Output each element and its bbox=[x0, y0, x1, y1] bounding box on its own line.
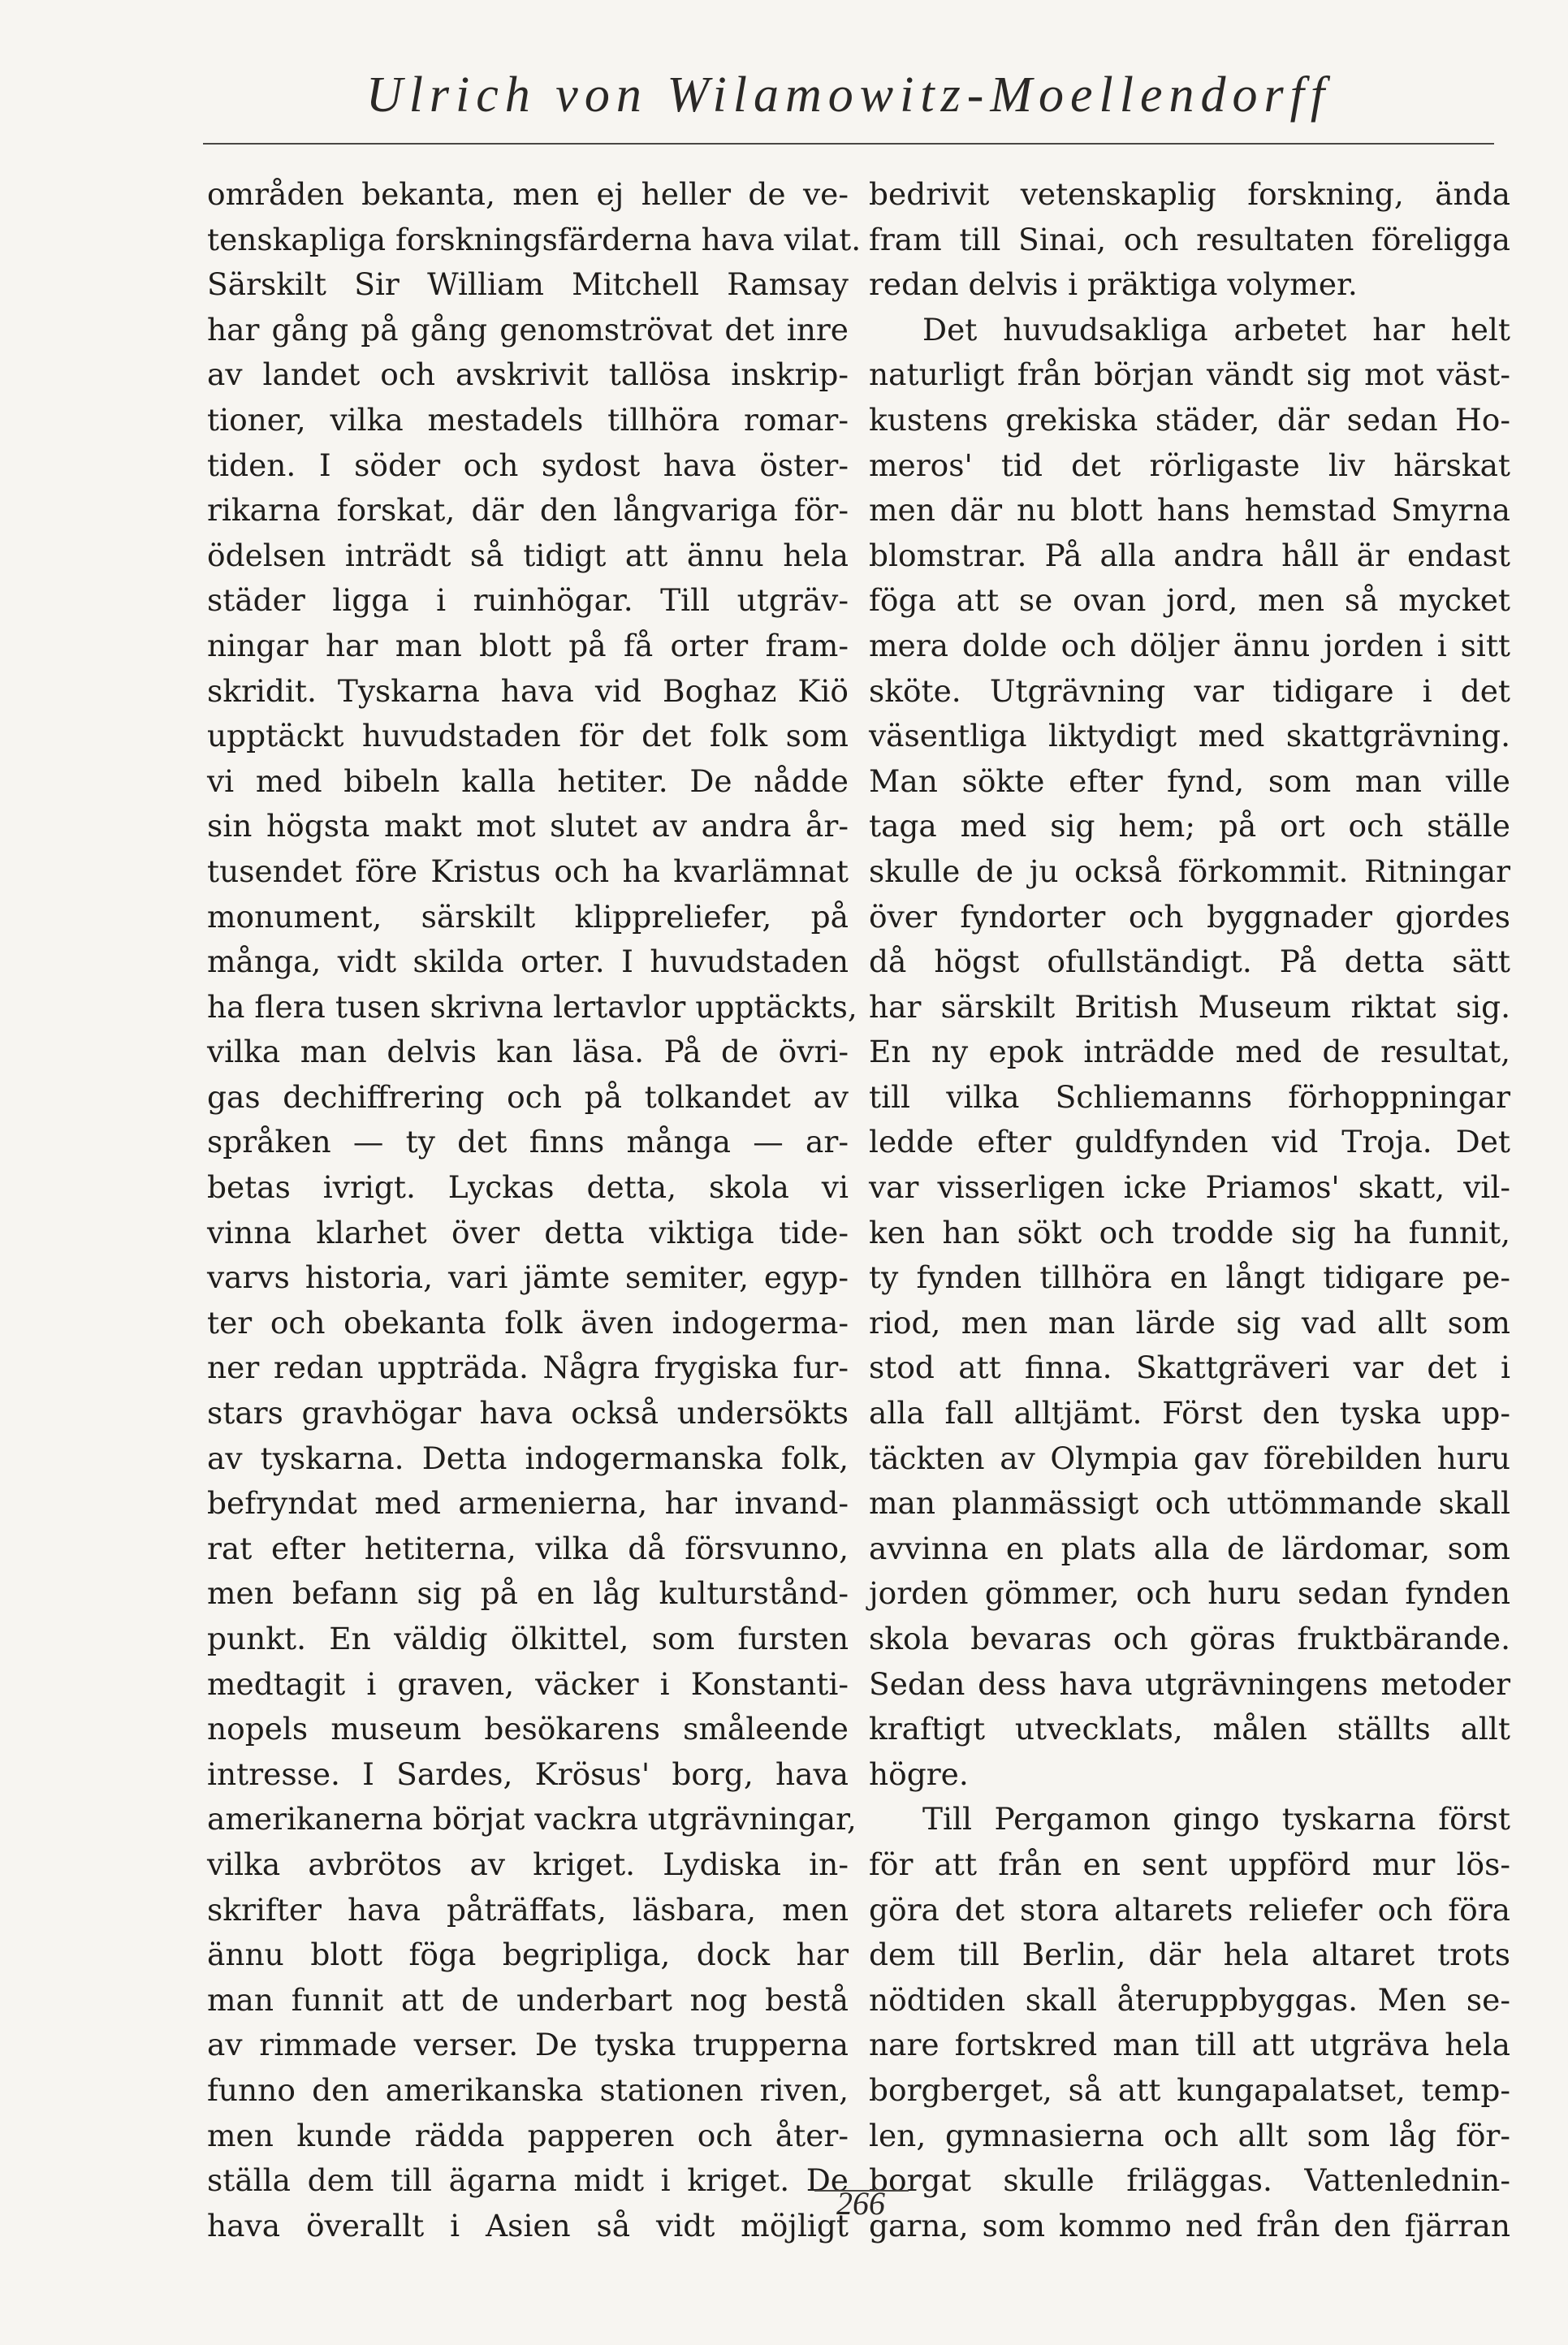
text-line: kustens grekiska städer, där sedan Ho- bbox=[869, 401, 1510, 438]
text-line: av landet och avskrivit tallösa inskrip- bbox=[207, 356, 849, 393]
text-line: Särskilt Sir William Mitchell Ramsay bbox=[207, 266, 849, 303]
text-line: högre. bbox=[869, 1756, 969, 1792]
text-column-right bbox=[869, 172, 1510, 2244]
text-line: rat efter hetiterna, vilka då försvunno, bbox=[207, 1530, 849, 1566]
text-line: mera dolde och döljer ännu jorden i sitt bbox=[869, 627, 1510, 663]
text-line: dem till Berlin, där hela altaret trots bbox=[869, 1937, 1510, 1973]
text-line: funno den amerikanska stationen riven, bbox=[207, 2071, 849, 2108]
text-line: språken — ty det finns många — ar- bbox=[207, 1124, 849, 1160]
text-line: Det huvudsakliga arbetet har helt bbox=[922, 311, 1510, 348]
text-line: men kunde rädda papperen och åter- bbox=[207, 2117, 849, 2153]
text-line: vi med bibeln kalla hetiter. De nådde bbox=[207, 762, 849, 799]
text-line: tusendet före Kristus och ha kvarlämnat bbox=[207, 853, 849, 889]
text-line: gas dechiffrering och på tolkandet av bbox=[207, 1078, 849, 1115]
running-header-title: Ulrich von Wilamowitz-Moellendorff bbox=[365, 67, 1332, 123]
text-line: väsentliga liktydigt med skattgrävning. bbox=[869, 718, 1510, 754]
text-line: nare fortskred man till att utgräva hela bbox=[869, 2027, 1510, 2063]
text-line: då högst ofullständigt. På detta sätt bbox=[869, 944, 1510, 980]
text-line: monument, särskilt klippreliefer, på bbox=[207, 898, 849, 935]
text-line: Man sökte efter fynd, som man ville bbox=[869, 762, 1510, 799]
text-line: intresse. I Sardes, Krösus' borg, hava bbox=[207, 1756, 849, 1792]
text-line: medtagit i graven, väcker i Konstanti- bbox=[207, 1665, 849, 1702]
text-line: ty fynden tillhöra en långt tidigare pe- bbox=[869, 1259, 1510, 1296]
text-line: kraftigt utvecklats, målen ställts allt bbox=[869, 1711, 1510, 1747]
text-line: men där nu blott hans hemstad Smyrna bbox=[869, 492, 1510, 529]
text-line: ännu blott föga begripliga, dock har bbox=[207, 1937, 849, 1973]
page-number: 266 bbox=[836, 2185, 885, 2222]
text-line: redan delvis i präktiga volymer. bbox=[869, 266, 1358, 303]
text-line: tenskapliga forskningsfärderna hava vilat. bbox=[207, 221, 862, 257]
text-line: punkt. En väldig ölkittel, som fursten bbox=[207, 1621, 849, 1656]
text-line: göra det stora altarets reliefer och föra bbox=[869, 1891, 1510, 1928]
text-line: över fyndorter och byggnader gjordes bbox=[869, 898, 1510, 935]
text-line: tiden. I söder och sydost hava öster- bbox=[207, 447, 849, 483]
text-line: sköte. Utgrävning var tidigare i det bbox=[869, 672, 1510, 709]
text-line: ledde efter guldfynden vid Troja. Det bbox=[869, 1124, 1510, 1160]
text-line: täckten av Olympia gav förebilden huru bbox=[869, 1440, 1510, 1476]
text-line: var visserligen icke Priamos' skatt, vil- bbox=[869, 1169, 1510, 1206]
text-line: len, gymnasierna och allt som låg för- bbox=[869, 2117, 1510, 2153]
text-line: man funnit att de underbart nog bestå bbox=[207, 1981, 849, 2018]
text-line: ner redan uppträda. Några frygiska fur- bbox=[207, 1350, 849, 1386]
text-line: garna, som kommo ned från den fjärran bbox=[869, 2207, 1510, 2244]
text-line: ställa dem till ägarna midt i kriget. De bbox=[207, 2162, 849, 2199]
text-line: rikarna forskat, där den långvariga för- bbox=[207, 492, 849, 529]
text-line: nödtiden skall återuppbyggas. Men se- bbox=[869, 1981, 1510, 2018]
text-line: till vilka Schliemanns förhoppningar bbox=[869, 1078, 1510, 1115]
text-line: amerikanerna börjat vackra utgrävningar, bbox=[207, 1801, 857, 1838]
text-line: ha flera tusen skrivna lertavlor upptäckts, bbox=[207, 988, 857, 1025]
text-line: tioner, vilka mestadels tillhöra romar- bbox=[207, 401, 849, 438]
text-line: för att från en sent uppförd mur lös- bbox=[869, 1846, 1510, 1882]
text-line: städer ligga i ruinhögar. Till utgräv- bbox=[207, 582, 849, 619]
text-line: sin högsta makt mot slutet av andra år- bbox=[207, 808, 849, 844]
text-line: upptäckt huvudstaden för det folk som bbox=[207, 718, 849, 754]
text-line: föga att se ovan jord, men så mycket bbox=[869, 582, 1510, 619]
text-line: många, vidt skilda orter. I huvudstaden bbox=[207, 944, 849, 980]
text-line: avvinna en plats alla de lärdomar, som bbox=[869, 1530, 1510, 1566]
text-line: vilka avbrötos av kriget. Lydiska in- bbox=[207, 1846, 849, 1882]
text-line: ningar har man blott på få orter fram- bbox=[207, 627, 849, 663]
text-line: ödelsen inträdt så tidigt att ännu hela bbox=[207, 537, 849, 573]
text-line: bedrivit vetenskaplig forskning, ända bbox=[869, 176, 1510, 212]
text-line: ken han sökt och trodde sig ha funnit, bbox=[869, 1214, 1510, 1250]
text-line: områden bekanta, men ej heller de ve- bbox=[207, 176, 849, 212]
text-line: naturligt från början vändt sig mot väst- bbox=[869, 356, 1510, 393]
text-line: skola bevaras och göras fruktbärande. bbox=[869, 1621, 1510, 1656]
text-line: skulle de ju också förkommit. Ritningar bbox=[869, 853, 1510, 889]
text-line: har särskilt British Museum riktat sig. bbox=[869, 988, 1510, 1025]
header-rule bbox=[203, 143, 1494, 145]
text-line: Till Pergamon gingo tyskarna först bbox=[922, 1801, 1510, 1838]
text-line: har gång på gång genomströvat det inre bbox=[207, 311, 849, 348]
text-line: jorden gömmer, och huru sedan fynden bbox=[869, 1575, 1510, 1612]
text-line: befryndat med armenierna, har invand- bbox=[207, 1485, 849, 1522]
text-line: Sedan dess hava utgrävningens metoder bbox=[869, 1665, 1510, 1702]
text-line: skridit. Tyskarna hava vid Boghaz Kiö bbox=[207, 672, 849, 709]
text-line: vilka man delvis kan läsa. På de övri- bbox=[207, 1034, 849, 1070]
text-line: stars gravhögar hava också undersökts bbox=[207, 1395, 849, 1432]
text-line: riod, men man lärde sig vad allt som bbox=[869, 1304, 1510, 1341]
text-line: betas ivrigt. Lyckas detta, skola vi bbox=[207, 1169, 849, 1206]
text-line: hava överallt i Asien så vidt möjligt bbox=[207, 2207, 849, 2244]
text-line: meros' tid det rörligaste liv härskat bbox=[869, 447, 1510, 483]
text-line: skrifter hava påträffats, läsbara, men bbox=[207, 1891, 849, 1928]
text-line: stod att finna. Skattgräveri var det i bbox=[869, 1350, 1510, 1386]
text-line: alla fall alltjämt. Först den tyska upp- bbox=[869, 1395, 1510, 1432]
text-line: varvs historia, vari jämte semiter, egyp- bbox=[207, 1259, 849, 1296]
text-line: En ny epok inträdde med de resultat, bbox=[869, 1034, 1510, 1070]
text-line: borgberget, så att kungapalatset, temp- bbox=[869, 2071, 1510, 2108]
text-line: taga med sig hem; på ort och ställe bbox=[869, 808, 1510, 844]
text-line: nopels museum besökarens småleende bbox=[207, 1711, 849, 1747]
text-line: ter och obekanta folk även indogerma- bbox=[207, 1304, 849, 1341]
text-line: man planmässigt och uttömmande skall bbox=[869, 1485, 1510, 1522]
text-line: men befann sig på en låg kulturstånd- bbox=[207, 1575, 849, 1612]
text-line: borgat skulle friläggas. Vattenlednin- bbox=[869, 2162, 1510, 2199]
text-line: av rimmade verser. De tyska trupperna bbox=[207, 2027, 849, 2063]
text-line: vinna klarhet över detta viktiga tide- bbox=[207, 1214, 849, 1250]
text-line: blomstrar. På alla andra håll är endast bbox=[869, 537, 1510, 573]
text-line: av tyskarna. Detta indogermanska folk, bbox=[207, 1440, 849, 1476]
text-line: fram till Sinai, och resultaten föreligga bbox=[869, 221, 1510, 257]
